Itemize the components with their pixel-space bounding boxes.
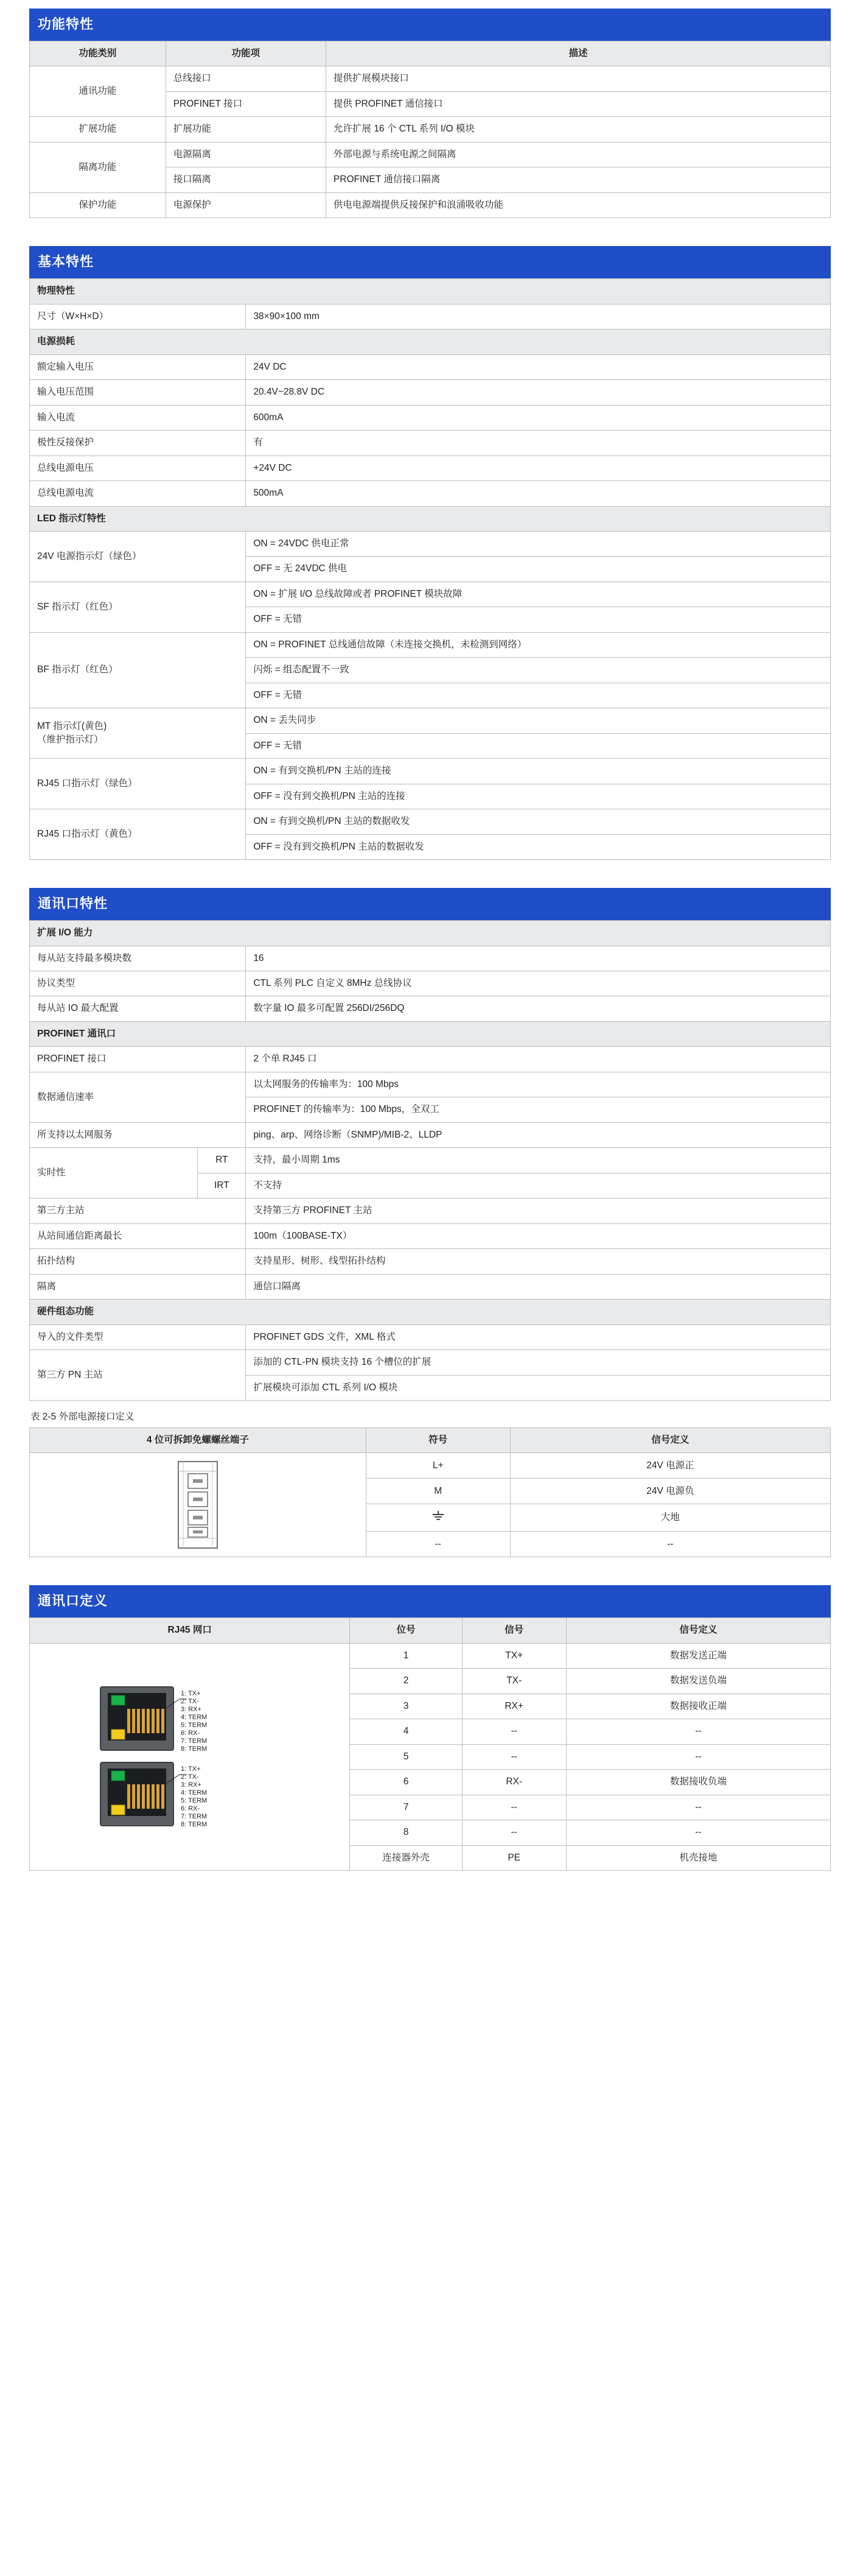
group-row [30,1300,831,1325]
table-row [30,582,831,607]
feature-category: 扩展功能 [30,117,166,142]
col-header-desc: 描述 [326,41,830,66]
feature-item: 总线接口 [166,66,326,91]
pin-number: 2 [350,1669,462,1694]
section-features [29,9,831,218]
table-row [30,431,831,456]
spec-label: 输入电压范围 [30,380,246,405]
table-row [30,759,831,784]
col-header-signal: 信号定义 [510,1427,830,1452]
svg-text:3: RX+: 3: RX+ [180,1706,201,1714]
led-state-off: OFF = 没有到交换机/PN 主站的连接 [246,784,831,809]
terminal-desc: 24V 电源负 [510,1479,830,1504]
pin-desc: 数据接收负端 [566,1770,830,1795]
group-title-physical: 物理特性 [30,279,831,304]
feature-desc: 允许扩展 16 个 CTL 系列 I/O 模块 [326,117,830,142]
pin-desc: -- [566,1744,830,1769]
feature-item: 电源保护 [166,192,326,217]
led-state-on: ON = 有到交换机/PN 主站的连接 [246,759,831,784]
table-row [30,1122,831,1147]
group-title-profinet: PROFINET 通讯口 [30,1021,831,1046]
terminal-desc: 大地 [510,1504,830,1532]
table-row [30,1249,831,1274]
group-row [30,279,831,304]
group-title-power: 电源损耗 [30,329,831,354]
svg-text:4: TERM: 4: TERM [180,1789,207,1797]
table-row [30,632,831,657]
pin-number: 3 [350,1694,462,1719]
table-caption-power: 表 2-5 外部电源接口定义 [30,1411,135,1422]
spec-label: 输入电流 [30,405,246,430]
table-row [30,1453,831,1479]
table-row [30,531,831,556]
group-title-io: 扩展 I/O 能力 [30,921,831,946]
spec-label: 导入的文件类型 [30,1325,246,1350]
spec-value: 支持星形、树形、线型拓扑结构 [246,1249,831,1274]
col-header-signal-def: 信号定义 [566,1618,830,1643]
spec-label: 拓扑结构 [30,1249,246,1274]
spec-label: 隔离 [30,1274,246,1299]
led-label-24v: 24V 电源指示灯（绿色） [30,531,246,582]
led-state-on: ON = PROFINET 总线通信故障（未连接交换机，未检测到网络） [246,632,831,657]
terminal-symbol: -- [366,1532,510,1557]
led-label-mt [30,708,246,759]
led-label-mt-line1: MT 指示灯(黄色) [37,720,107,731]
group-title-config: 硬件组态功能 [30,1300,831,1325]
spec-value: 通信口隔离 [246,1274,831,1299]
pin-desc: -- [566,1820,830,1845]
table-row [30,192,831,217]
led-state-off: OFF = 没有到交换机/PN 主站的数据收发 [246,834,831,859]
feature-item: 扩展功能 [166,117,326,142]
basic-table [29,278,831,860]
spec-value: 以太网服务的传输率为：100 Mbps [246,1072,831,1097]
svg-text:8: TERM: 8: TERM [180,1821,207,1829]
pin-desc: 数据发送正端 [566,1643,830,1668]
svg-text:2: TX-: 2: TX- [180,1698,199,1706]
group-row [30,1021,831,1046]
table-row [30,1325,831,1350]
ground-symbol-icon [366,1504,510,1532]
pin-signal: TX+ [462,1643,566,1668]
spec-value: 600mA [246,405,831,430]
table-row [30,708,831,733]
spec-value: 支持第三方 PROFINET 主站 [246,1198,831,1223]
table-header-row [30,1618,831,1643]
led-state-on: ON = 有到交换机/PN 主站的数据收发 [246,809,831,834]
spec-label: 第三方 PN 主站 [30,1350,246,1401]
group-row [30,506,831,531]
led-label-rj45-yellow: RJ45 口指示灯（黄色） [30,809,246,860]
group-title-led: LED 指示灯特性 [30,506,831,531]
feature-desc: 外部电源与系统电源之间隔离 [326,142,830,167]
spec-value: 添加的 CTL-PN 模块支持 16 个槽位的扩展 [246,1350,831,1375]
section-title-comm: 通讯口特性 [29,888,831,920]
rj45-dual-port-icon [89,1681,290,1833]
terminal-desc: 24V 电源正 [510,1453,830,1479]
table-row [30,117,831,142]
spec-value: 有 [246,431,831,456]
section-title-port: 通讯口定义 [29,1585,831,1617]
rj45-table [29,1617,831,1871]
col-header-item: 功能项 [166,41,326,66]
pin-number: 5 [350,1744,462,1769]
feature-desc: 提供 PROFINET 通信接口 [326,91,830,116]
pin-number: 8 [350,1820,462,1845]
svg-text:4: TERM: 4: TERM [180,1714,207,1722]
terminal-desc: -- [510,1532,830,1557]
feature-desc: PROFINET 通信接口隔离 [326,167,830,192]
table-row [30,354,831,379]
pin-signal: -- [462,1820,566,1845]
led-state-off: OFF = 无错 [246,607,831,632]
svg-text:5: TERM: 5: TERM [180,1722,207,1730]
earth-ground-icon [432,1510,445,1521]
spec-label: 尺寸（W×H×D） [30,304,246,329]
spec-label: 从站间通信距离最长 [30,1223,246,1248]
pin-number: 4 [350,1719,462,1744]
feature-item: 接口隔离 [166,167,326,192]
pin-signal: TX- [462,1669,566,1694]
table-row [30,380,831,405]
svg-text:7: TERM: 7: TERM [180,1737,207,1745]
spec-label: 极性反接保护 [30,431,246,456]
svg-text:2: TX-: 2: TX- [180,1773,199,1781]
svg-text:8: TERM: 8: TERM [180,1745,207,1753]
table-row [30,1148,831,1173]
led-state-off: OFF = 无错 [246,683,831,708]
rj45-connector-graphic [33,1681,346,1833]
col-header-signal: 信号 [462,1618,566,1643]
feature-item: 电源隔离 [166,142,326,167]
spec-value: 不支持 [246,1173,831,1198]
pin-signal: PE [462,1845,566,1870]
table-row [30,481,831,506]
svg-text:1: TX+: 1: TX+ [180,1690,201,1698]
spec-label: 数据通信速率 [30,1072,246,1122]
table-row [30,456,831,480]
terminal-symbol: L+ [366,1453,510,1479]
svg-text:6: RX-: 6: RX- [180,1805,200,1813]
spec-value: PROFINET GDS 文件，XML 格式 [246,1325,831,1350]
led-state-off: OFF = 无 24VDC 供电 [246,557,831,582]
section-title-basic: 基本特性 [29,246,831,278]
spec-value: CTL 系列 PLC 自定义 8MHz 总线协议 [246,971,831,996]
spec-label: PROFINET 接口 [30,1047,246,1072]
table-row [30,405,831,430]
pin-signal: RX+ [462,1694,566,1719]
section-port [29,1585,831,1871]
svg-text:7: TERM: 7: TERM [180,1813,207,1821]
svg-text:6: RX-: 6: RX- [180,1730,200,1737]
table-row [30,1198,831,1223]
table-row [30,1274,831,1299]
section-basic [29,246,831,860]
terminal-symbol: M [366,1479,510,1504]
section-title-features: 功能特性 [29,9,831,41]
power-connector-table [29,1427,831,1557]
terminal-block-drawing [30,1453,366,1557]
table-row [30,66,831,91]
feature-category: 保护功能 [30,192,166,217]
pin-signal: -- [462,1795,566,1820]
led-state-on: ON = 丢失同步 [246,708,831,733]
led-label-bf: BF 指示灯（红色） [30,632,246,708]
svg-text:1: TX+: 1: TX+ [180,1765,201,1773]
spec-label: 协议类型 [30,971,246,996]
spec-subkey-irt: IRT [198,1173,246,1198]
spec-value: 100m（100BASE-TX） [246,1223,831,1248]
spec-value: 38×90×100 mm [246,304,831,329]
spec-label: 总线电源电压 [30,456,246,480]
pin-number: 1 [350,1643,462,1668]
spec-label: 额定输入电压 [30,354,246,379]
spec-label: 总线电源电流 [30,481,246,506]
table-row [30,1047,831,1072]
pin-signal: -- [462,1744,566,1769]
pin-signal: RX- [462,1770,566,1795]
feature-item: PROFINET 接口 [166,91,326,116]
pin-desc: -- [566,1719,830,1744]
pin-desc: 数据发送负端 [566,1669,830,1694]
pin-number: 7 [350,1795,462,1820]
pin-desc: 机壳接地 [566,1845,830,1870]
table-header-row [30,1427,831,1452]
group-row [30,329,831,354]
led-state-blink: 闪烁 = 组态配置不一致 [246,658,831,683]
spec-value: PROFINET 的传输率为：100 Mbps，全双工 [246,1097,831,1122]
spec-value: ping、arp、网络诊断（SNMP)/MIB-2、LLDP [246,1122,831,1147]
col-header-category: 功能类别 [30,41,166,66]
pin-signal: -- [462,1719,566,1744]
spec-label-realtime: 实时性 [30,1148,198,1198]
feature-category: 通讯功能 [30,66,166,117]
group-row [30,921,831,946]
feature-category: 隔离功能 [30,142,166,192]
led-label-sf: SF 指示灯（红色） [30,582,246,632]
col-header-terminal: 4 位可拆卸免螺螺丝端子 [30,1427,366,1452]
spec-label: 每从站 IO 最大配置 [30,996,246,1021]
comm-table [29,920,831,1401]
spec-value: 2 个单 RJ45 口 [246,1047,831,1072]
spec-value: 500mA [246,481,831,506]
spec-value: 16 [246,946,831,971]
spec-value: +24V DC [246,456,831,480]
pin-desc: 数据接收正端 [566,1694,830,1719]
spec-value: 24V DC [246,354,831,379]
table-row [30,946,831,971]
features-table [29,41,831,218]
table-row [30,142,831,167]
section-comm [29,888,831,1557]
table-header-row [30,41,831,66]
pin-number: 连接器外壳 [350,1845,462,1870]
table-row [30,304,831,329]
led-label-mt-line2: （维护指示灯） [37,734,103,745]
terminal-block-icon [161,1459,234,1550]
table-row [30,1223,831,1248]
table-row [30,1350,831,1375]
table-row [30,971,831,996]
table-row [30,1072,831,1097]
table-row [30,809,831,834]
led-state-on: ON = 扩展 I/O 总线故障或者 PROFINET 模块故障 [246,582,831,607]
rj45-drawing [30,1643,350,1870]
feature-desc: 提供扩展模块接口 [326,66,830,91]
feature-desc: 供电电源端提供反接保护和浪涌吸收功能 [326,192,830,217]
spec-value: 20.4V~28.8V DC [246,380,831,405]
col-header-symbol: 符号 [366,1427,510,1452]
spec-value: 数字量 IO 最多可配置 256DI/256DQ [246,996,831,1021]
spec-value: 支持，最小周期 1ms [246,1148,831,1173]
col-header-pin: 位号 [350,1618,462,1643]
col-header-rj45: RJ45 网口 [30,1618,350,1643]
table-row [30,996,831,1021]
spec-subkey-rt: RT [198,1148,246,1173]
led-state-off: OFF = 无错 [246,733,831,758]
svg-text:5: TERM: 5: TERM [180,1797,207,1805]
spec-label: 每从站支持最多模块数 [30,946,246,971]
svg-text:3: RX+: 3: RX+ [180,1781,201,1789]
spec-value: 扩展模块可添加 CTL 系列 I/O 模块 [246,1375,831,1400]
led-state-on: ON = 24VDC 供电正常 [246,531,831,556]
led-label-rj45-green: RJ45 口指示灯（绿色） [30,759,246,809]
pin-number: 6 [350,1770,462,1795]
spec-label: 所支持以太网服务 [30,1122,246,1147]
spec-label: 第三方主站 [30,1198,246,1223]
pin-desc: -- [566,1795,830,1820]
table-row [30,1643,831,1668]
